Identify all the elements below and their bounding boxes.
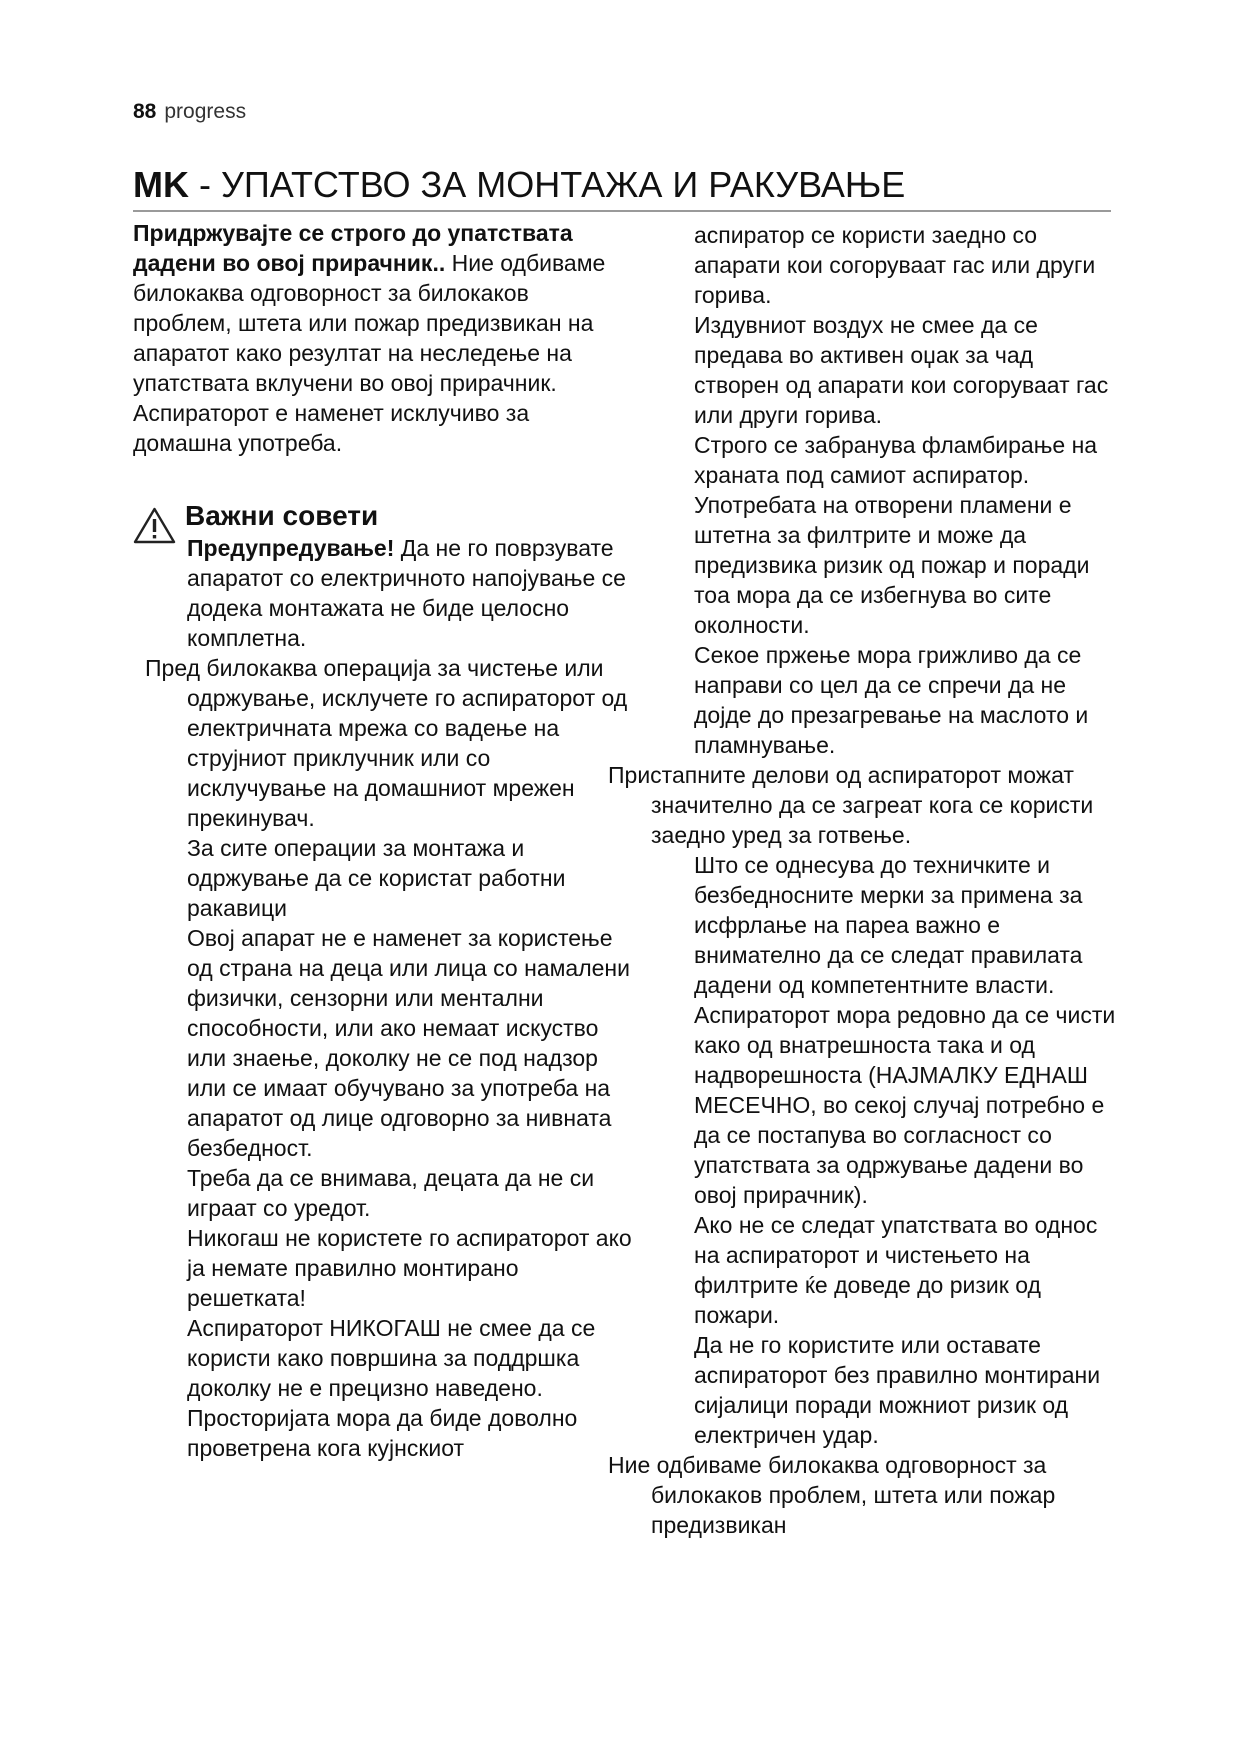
left-column [133, 218, 633, 1463]
page-title [133, 164, 1111, 212]
list-item: Овој апарат не е наменет за користење од страна на деца или лица со намалени физички, сензорни или ментални способности, или ако немаат искуство или знаење, доколку не се под надзор или се имаат обучувано за употреба на апаратот од лице одговорно за нивната безбедност. [187, 925, 630, 1161]
list-item: Треба да се внимава, децата да не си играат со уредот. [187, 1165, 595, 1221]
list-item: Употребата на отворени пламени е штетна за филтрите и може да предизвика ризик од пожар и поради тоа мора да се избегнува во сите околности. [694, 492, 1090, 638]
important-title: Важни совети [185, 500, 379, 531]
warning-triangle-icon [133, 507, 176, 545]
warning-paragraph [133, 533, 633, 653]
warning-label: Предупредување! [187, 535, 395, 561]
list-item: Ние одбиваме билокаква одговорност за билокаков проблем, штета или пожар предизвикан [608, 1452, 1056, 1538]
list-item: Просторијата мора да биде доволно проветрена кога кујнскиот [187, 1405, 578, 1461]
list-item: Ако не се следат упатствата во однос на аспираторот и чистењето на филтрите ќе доведе до ризик од пожари. [694, 1212, 1098, 1328]
list-item: Да не го користите или оставате аспираторот без правилно монтирани сијалици поради можниот ризик од електричен удар. [694, 1332, 1101, 1448]
page-number: 88 [133, 100, 157, 123]
right-column [608, 220, 1121, 1540]
page-header [133, 100, 246, 124]
list-item: аспиратор се користи заедно со апарати кои согоруваат гас или други горива. [694, 222, 1096, 308]
list-item: Секое пржење мора грижливо да се направи со цел да се спречи да не дојде до презагревање на маслото и пламнување. [694, 642, 1089, 758]
warning-text: Да не го поврзувате апаратот со електричното напојување се додека монтажата не биде целосно комплетна. [187, 535, 626, 651]
title-separator: - [189, 164, 221, 205]
list-item: Строго се забранува фламбирање на храната под самиот аспиратор. [694, 432, 1098, 488]
brand-name: progress [164, 100, 247, 123]
intro-bold: Придржувајте се строго до упатствата дадени во овој прирачник.. [133, 220, 573, 276]
list-item: Аспираторот мора редовно да се чисти како од внатрешноста така и од надворешноста (НАЈМАЛКУ ЕДНАШ МЕСЕЧНО, во секој случај потребно е да се постапува во согласност со упатствата за одржување дадени во овој прирачник). [694, 1002, 1116, 1208]
list-item: Никогаш не користете го аспираторот ако ја немате правилно монтирано решетката! [187, 1225, 632, 1311]
intro-paragraph [133, 218, 633, 458]
language-code: MK [133, 164, 189, 205]
list-item: Што се однесува до техничките и безбедносните мерки за примена за исфрлање на пареа важно е внимателно да се следат правилата дадени од компетентните власти. [694, 852, 1083, 998]
list-item: Издувниот воздух не смее да се предава во активен оџак за чад створен од апарати кои согоруваат гас или други горива. [694, 312, 1109, 428]
important-heading [133, 499, 633, 529]
title-text: УПАТСТВО ЗА МОНТАЖА И РАКУВАЊЕ [221, 164, 906, 205]
intro-text: Ние одбиваме билокаква одговорност за билокаков проблем, штета или пожар предизвикан на апаратот како резултат на неследење на упатствата вклучени во овој прирачник. Аспираторот е наменет исклучиво за домашна употреба. [133, 250, 606, 456]
list-item: Пристапните делови од аспираторот можат значително да се загреат кога се користи заедно уред за готвење. [608, 762, 1094, 848]
list-item: Пред билокаква операција за чистење или одржување, исклучете го аспираторот од електричната мрежа со вадење на струјниот приклучник или со исклучување на домашниот мрежен прекинувач. [145, 655, 628, 831]
list-item: Аспираторот НИКОГАШ не смее да се користи како површина за поддршка доколку не е прецизно наведено. [187, 1315, 596, 1401]
list-item: За сите операции за монтажа и одржување да се користат работни ракавици [187, 835, 566, 921]
